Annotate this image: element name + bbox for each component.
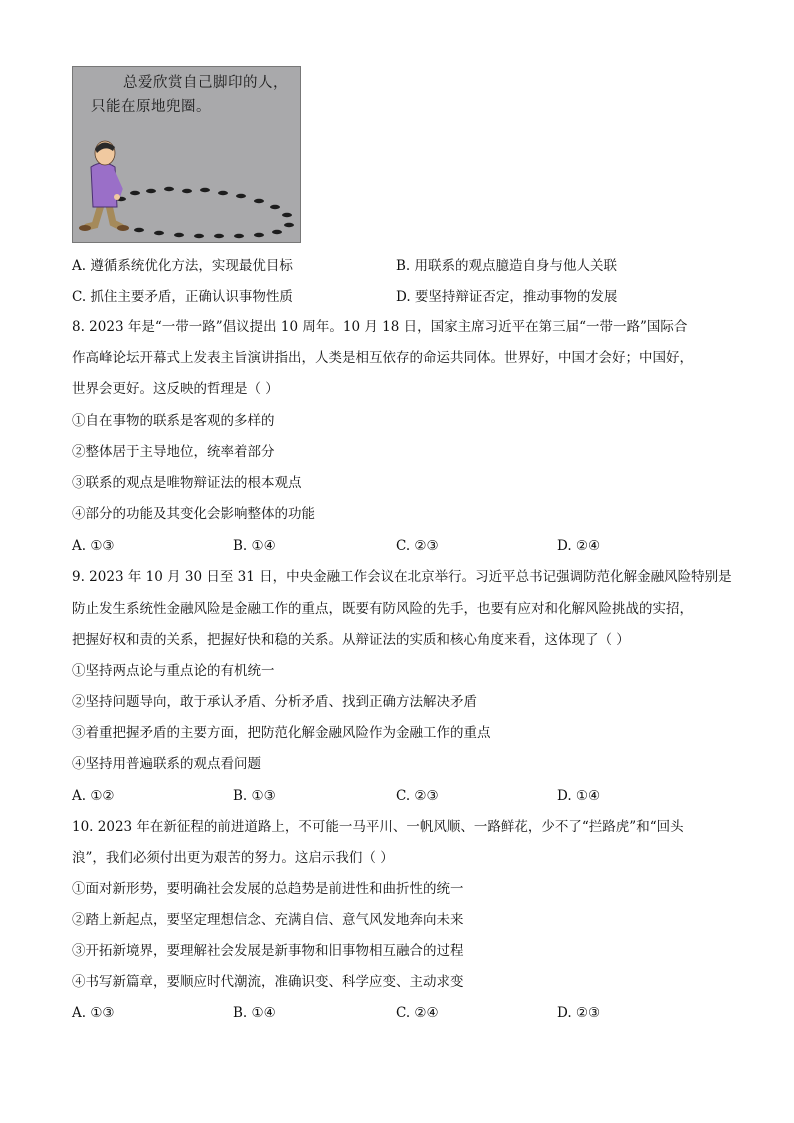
q9-option-b: B. ①③ [233, 788, 276, 804]
q10-statement-3: ③开拓新境界，要理解社会发展是新事物和旧事物相互融合的过程 [72, 943, 464, 959]
q10-statement-1: ①面对新形势，要明确社会发展的总趋势是前进性和曲折性的统一 [72, 881, 464, 897]
walking-man-footprints-drawing [73, 67, 302, 244]
q9-stem-line-3: 把握好权和责的关系，把握好快和稳的关系。从辩证法的实质和核心角度来看，这体现了（ ） [72, 632, 630, 648]
q7-option-c: C. 抓住主要矛盾，正确认识事物性质 [72, 289, 293, 305]
cartoon-caption-line-2: 只能在原地兜圈。 [91, 99, 211, 115]
q9-statement-1: ①坚持两点论与重点论的有机统一 [72, 663, 275, 679]
q8-option-d: D. ②④ [557, 538, 601, 554]
q8-stem-line-3: 世界会更好。这反映的哲理是（ ） [72, 381, 279, 397]
q7-option-d: D. 要坚持辩证否定，推动事物的发展 [396, 289, 618, 305]
q8-option-a: A. ①③ [72, 538, 115, 554]
q8-stem-line-1: 8. 2023 年是“一带一路”倡议提出 10 周年。10 月 18 日，国家主席习近平在第三届“一带一路”国际合 [72, 319, 688, 335]
q9-option-a: A. ①② [72, 788, 115, 804]
q9-stem-line-2: 防止发生系统性金融风险是金融工作的重点，既要有防风险的先手，也要有应对和化解风险挑战的实招， [72, 601, 693, 617]
q10-option-c: C. ②④ [396, 1005, 439, 1021]
q10-option-d: D. ②③ [557, 1005, 601, 1021]
q8-option-b: B. ①④ [233, 538, 276, 554]
q9-option-d: D. ①④ [557, 788, 601, 804]
q8-statement-4: ④部分的功能及其变化会影响整体的功能 [72, 506, 315, 522]
q8-statement-3: ③联系的观点是唯物辩证法的根本观点 [72, 475, 302, 491]
q8-option-c: C. ②③ [396, 538, 439, 554]
cartoon-caption-line-1: 总爱欣赏自己脚印的人， [123, 75, 288, 91]
q9-option-c: C. ②③ [396, 788, 439, 804]
q8-stem-line-2: 作高峰论坛开幕式上发表主旨演讲指出，人类是相互依存的命运共同体。世界好，中国才会好；中国好， [72, 350, 693, 366]
q8-statement-1: ①自在事物的联系是客观的多样的 [72, 413, 275, 429]
q10-option-b: B. ①④ [233, 1005, 276, 1021]
q8-statement-2: ②整体居于主导地位，统率着部分 [72, 444, 275, 460]
q9-statement-2: ②坚持问题导向，敢于承认矛盾、分析矛盾、找到正确方法解决矛盾 [72, 694, 477, 710]
q10-statement-4: ④书写新篇章，要顺应时代潮流，准确识变、科学应变、主动求变 [72, 974, 464, 990]
q10-stem-line-1: 10. 2023 年在新征程的前进道路上，不可能一马平川、一帆风顺、一路鲜花，少不了“拦路虎”和“回头 [72, 819, 684, 835]
cartoon-illustration [72, 66, 301, 243]
q10-statement-2: ②踏上新起点，要坚定理想信念、充满自信、意气风发地奔向未来 [72, 912, 464, 928]
q9-statement-3: ③着重把握矛盾的主要方面，把防范化解金融风险作为金融工作的重点 [72, 725, 491, 741]
q9-stem-line-1: 9. 2023 年 10 月 30 日至 31 日，中央金融工作会议在北京举行。习近平总书记强调防范化解金融风险特别是 [72, 569, 732, 585]
q10-stem-line-2: 浪”，我们必须付出更为艰苦的努力。这启示我们（ ） [72, 850, 394, 866]
q7-option-a: A. 遵循系统优化方法，实现最优目标 [72, 258, 293, 274]
q9-statement-4: ④坚持用普遍联系的观点看问题 [72, 756, 261, 772]
q7-option-b: B. 用联系的观点臆造自身与他人关联 [396, 258, 618, 274]
q10-option-a: A. ①③ [72, 1005, 115, 1021]
